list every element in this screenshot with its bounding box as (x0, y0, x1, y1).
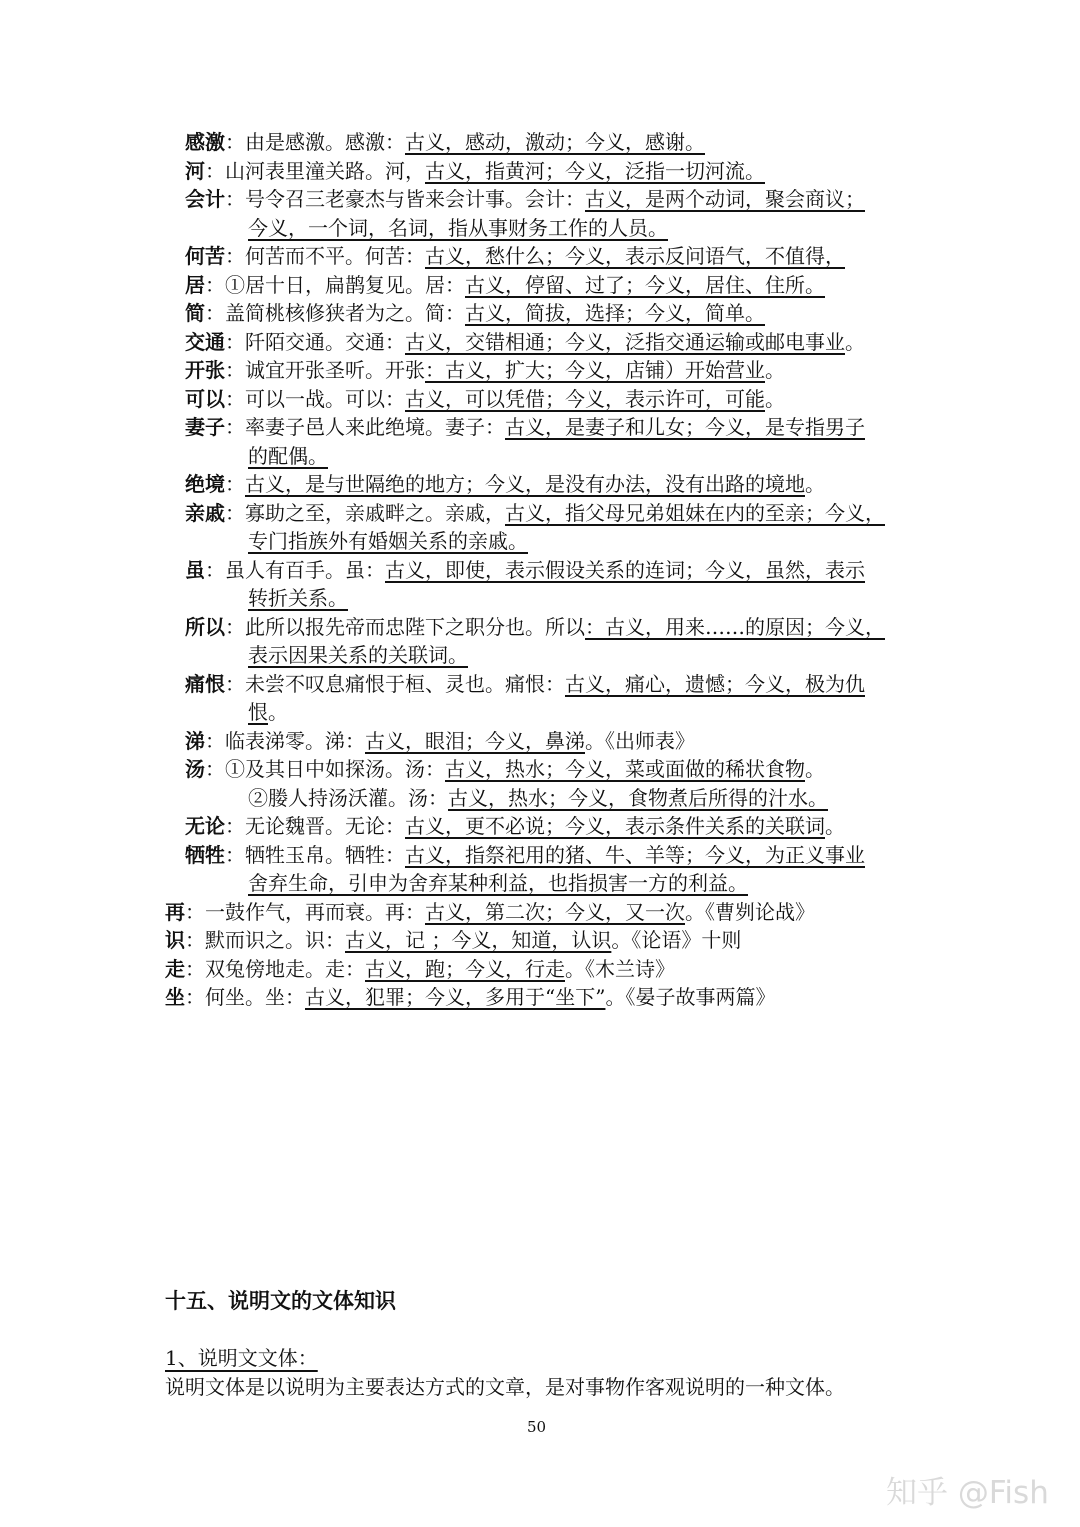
vocab-example: 。《晏子故事两篇》 (605, 985, 776, 1009)
vocab-entry-continuation (185, 214, 925, 243)
vocab-meaning: 古义，即使，表示假设关系的连词；今义，虽然，表示 (385, 557, 865, 582)
vocab-entry (165, 271, 925, 300)
vocab-entry-continuation (185, 442, 925, 471)
section-title: 十五、说明文的文体知识 (165, 1289, 396, 1313)
vocab-entry-continuation (185, 698, 925, 727)
vocab-entry (165, 413, 925, 470)
vocab-meaning: 古义，更不必说；今义，表示条件关系的关联词 (405, 814, 825, 838)
vocab-example: 。 (268, 700, 288, 724)
vocab-example: ：何坐。坐： (185, 985, 305, 1009)
vocab-meaning: 古义，停留、过了；今义，居住、住所。 (465, 272, 825, 297)
vocab-example: ： (225, 472, 245, 496)
vocab-meaning: 专门指族外有婚姻关系的亲戚。 (248, 529, 528, 553)
vocab-meaning: 古义，是妻子和儿女；今义，是专指男子 (505, 415, 865, 439)
vocab-example: 。 (805, 757, 825, 781)
vocab-example: 。《论语》十则 (611, 928, 742, 952)
vocab-meaning: 舍弃生命，引申为舍弃某种利益，也指损害一方的利益。 (248, 871, 748, 895)
vocab-entry (165, 670, 925, 727)
vocab-example: ：①及其日中如探汤。汤： (205, 757, 445, 781)
vocab-meaning: 古义，犯罪；今义，多用于“坐下” (305, 985, 606, 1009)
vocab-term: 牺牲 (185, 842, 225, 867)
vocab-entry (165, 898, 925, 927)
vocab-meaning: 古义，是两个动词，聚会商议； (585, 187, 865, 211)
vocab-example: ②媵人持汤沃灌。汤： (248, 785, 448, 810)
vocab-term: 亲戚 (185, 500, 225, 525)
page-number: 50 (527, 1418, 547, 1436)
vocab-term: 河 (185, 158, 205, 183)
vocab-meaning: 古义，第二次；今义，又一次 (425, 899, 685, 924)
vocab-term: 虽 (185, 557, 205, 582)
vocab-example: 。 (805, 472, 825, 496)
vocab-meaning: ：古义，扩大；今义，店铺）开始营业 (425, 358, 765, 382)
vocab-entry (165, 128, 925, 157)
vocab-term: 感激 (185, 130, 225, 154)
vocab-term: 绝境 (185, 472, 225, 496)
vocab-meaning: 古义，热水；今义，食物煮后所得的汁水。 (448, 785, 828, 810)
vocab-entry (165, 299, 925, 328)
vocab-entry (165, 556, 925, 613)
vocab-entry (165, 356, 925, 385)
vocab-entry (165, 727, 925, 756)
vocab-example: 。《出师表》 (585, 728, 695, 753)
vocab-example: 。 (765, 358, 785, 382)
vocab-entry-continuation (185, 784, 925, 813)
vocab-entry-continuation (185, 584, 925, 613)
vocab-entry (165, 185, 925, 242)
vocab-term: 坐 (165, 985, 185, 1009)
vocab-meaning: 的配偶。 (248, 443, 328, 468)
vocab-entry (165, 755, 925, 812)
vocab-term: 妻子 (185, 415, 225, 439)
vocab-meaning: 古义，简拔，选择；今义，简单。 (465, 301, 765, 325)
vocab-meaning: 古义，指父母兄弟姐妹在内的至亲；今义， (505, 500, 885, 525)
vocab-entry-continuation (185, 641, 925, 670)
vocab-example: ：临表涕零。涕： (205, 728, 365, 753)
watermark: 知乎 @Fish (886, 1475, 1049, 1511)
vocab-meaning: 古义，眼泪；今义，鼻涕 (365, 728, 585, 753)
vocab-term: 痛恨 (185, 671, 225, 696)
vocab-example: ：未尝不叹息痛恨于桓、灵也。痛恨： (225, 671, 565, 696)
vocab-example: ：号令召三老豪杰与皆来会计事。会计： (225, 187, 585, 211)
vocab-example: 。《曹刿论战》 (685, 899, 815, 924)
vocab-entry (165, 983, 925, 1012)
vocab-example: ：此所以报先帝而忠陛下之职分也。所以 (225, 614, 585, 639)
vocab-term: 交通 (185, 329, 225, 354)
vocab-meaning: 古义，是与世隔绝的地方；今义，是没有办法，没有出路的境地 (245, 472, 805, 496)
vocab-entry (165, 499, 925, 556)
vocab-meaning: ：古义，用来……的原因；今义， (585, 614, 885, 639)
vocab-example: 。《木兰诗》 (565, 956, 675, 981)
vocab-term: 涕 (185, 728, 205, 753)
vocab-term: 无论 (185, 814, 225, 838)
vocab-entry (165, 242, 925, 271)
vocab-example: ：阡陌交通。交通： (225, 329, 405, 354)
vocab-example: ：诚宜开张圣听。开张 (225, 358, 425, 382)
vocab-entry (165, 613, 925, 670)
vocab-example: ：何苦而不平。何苦： (225, 244, 425, 268)
vocab-example: ：盖简桃核修狭者为之。简： (205, 301, 465, 325)
vocab-meaning: 转折关系。 (248, 586, 348, 610)
vocab-entry-continuation (185, 527, 925, 556)
vocab-entry (165, 812, 925, 841)
vocab-meaning: 古义，愁什么；今义，表示反问语气，不值得， (425, 244, 845, 268)
vocab-term: 识 (165, 928, 185, 952)
vocab-entry-continuation (185, 869, 925, 898)
vocab-entry (165, 470, 925, 499)
vocab-term: 简 (185, 301, 205, 325)
vocab-term: 何苦 (185, 244, 225, 268)
vocab-example: ：率妻子邑人来此绝境。妻子： (225, 415, 505, 439)
vocab-meaning: 古义，指黄河；今义，泛指一切河流。 (425, 158, 765, 183)
subsection-title: 1、说明文文体： (165, 1346, 318, 1370)
vocab-example: ：一鼓作气，再而衰。再： (185, 899, 425, 924)
vocab-meaning: 古义，指祭祀用的猪、牛、羊等；今义，为正义事业 (405, 842, 865, 867)
vocab-entry (165, 157, 925, 186)
vocab-example: ：双兔傍地走。走： (185, 956, 365, 981)
vocab-meaning: 古义，热水；今义，菜或面做的稀状食物 (445, 757, 805, 781)
vocab-example: ：①居十日，扁鹊复见。居： (205, 272, 465, 297)
vocab-example: ：无论魏晋。无论： (225, 814, 405, 838)
vocab-term: 再 (165, 899, 185, 924)
vocab-meaning: 古义，记 ；今义，知道，认识 (345, 928, 612, 952)
vocab-term: 开张 (185, 358, 225, 382)
vocab-example: ：牺牲玉帛。牺牲： (225, 842, 405, 867)
vocab-term: 汤 (185, 757, 205, 781)
vocab-example: 。 (845, 329, 865, 354)
vocab-entry (165, 385, 925, 414)
body-paragraph: 说明文体是以说明为主要表达方式的文章，是对事物作客观说明的一种文体。 (165, 1375, 845, 1399)
vocab-entry (165, 926, 925, 955)
vocab-meaning: 古义，跑；今义，行走 (365, 956, 565, 981)
vocab-example: ：虽人有百手。虽： (205, 557, 385, 582)
vocab-meaning: 古义，可以凭借；今义，表示许可，可能 (405, 386, 765, 411)
vocabulary-list (165, 128, 925, 1012)
vocab-entry (165, 955, 925, 984)
vocab-example: 。 (765, 386, 785, 411)
vocab-example: ：可以一战。可以： (225, 386, 405, 411)
vocab-example: 。 (825, 814, 845, 838)
vocab-example: ：寡助之至，亲戚畔之。亲戚， (225, 500, 505, 525)
vocab-example: ：默而识之。识： (185, 928, 345, 952)
vocab-term: 居 (185, 272, 205, 297)
vocab-meaning: 恨 (248, 700, 268, 724)
vocab-example: ：山河表里潼关路。河， (205, 158, 425, 183)
vocab-meaning: 今义，一个词，名词，指从事财务工作的人员。 (248, 215, 668, 240)
vocab-term: 会计 (185, 187, 225, 211)
vocab-meaning: 表示因果关系的关联词。 (248, 643, 468, 667)
vocab-entry (165, 841, 925, 898)
vocab-meaning: 古义，痛心，遗憾；今义，极为仇 (565, 671, 865, 696)
vocab-entry (165, 328, 925, 357)
vocab-term: 所以 (185, 614, 225, 639)
vocab-term: 走 (165, 956, 185, 981)
vocab-example: ：由是感激。感激： (225, 130, 405, 154)
vocab-term: 可以 (185, 386, 225, 411)
vocab-meaning: 古义，感动，激动；今义，感谢。 (405, 130, 705, 154)
vocab-meaning: 古义，交错相通；今义，泛指交通运输或邮电事业 (405, 329, 845, 354)
